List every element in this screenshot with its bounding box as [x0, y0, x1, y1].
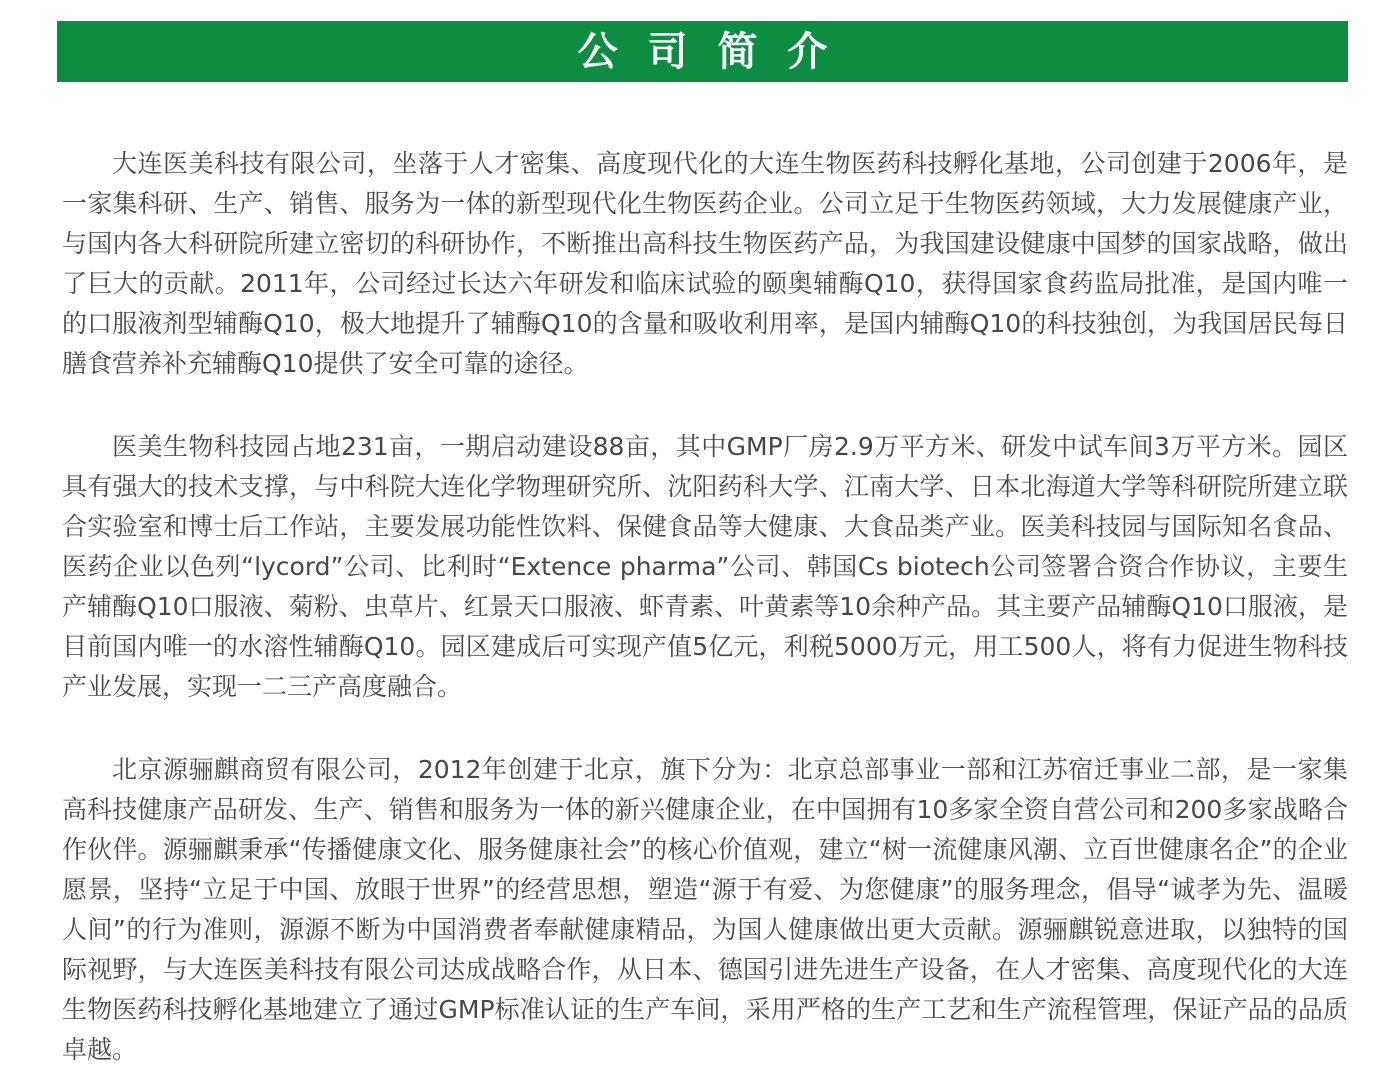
- page-title: 公 司 简 介: [577, 28, 836, 75]
- section-banner: [57, 21, 1348, 82]
- intro-content: [0, 82, 1400, 1070]
- paragraph-dalian-yimei: 大连医美科技有限公司，坐落于人才密集、高度现代化的大连生物医药科技孵化基地，公司创建于2006年，是一家集科研、生产、销售、服务为一体的新型现代化生物医药企业。公司立足于生物医药领域，大力发展健康产业，与国内各大科研院所建立密切的科研协作，不断推出高科技生物医药产品，为我国建设健康中国梦的国家战略，做出了巨大的贡献。2011年，公司经过长达六年研发和临床试验的颐奥辅酶Q10，获得国家食药监局批准，是国内唯一的口服液剂型辅酶Q10，极大地提升了辅酶Q10的含量和吸收利用率，是国内辅酶Q10的科技独创，为我国居民每日膳食营养补充辅酶Q10提供了安全可靠的途径。: [62, 149, 1348, 378]
- paragraph-beijing-yuanliqi: 北京源骊麒商贸有限公司，2012年创建于北京，旗下分为：北京总部事业一部和江苏宿迁事业二部，是一家集高科技健康产品研发、生产、销售和服务为一体的新兴健康企业，在中国拥有10多家全资自营公司和200多家战略合作伙伴。源骊麒秉承“传播健康文化、服务健康社会”的核心价值观，建立“树一流健康风潮、立百世健康名企”的企业愿景，坚持“立足于中国、放眼于世界”的经营思想，塑造“源于有爱、为您健康”的服务理念，倡导“诚孝为先、温暖人间”的行为准则，源源不断为中国消费者奉献健康精品，为国人健康做出更大贡献。源骊麒锐意进取，以独特的国际视野，与大连医美科技有限公司达成战略合作，从日本、德国引进先进生产设备，在人才密集、高度现代化的大连生物医药科技孵化基地建立了通过GMP标准认证的生产车间，采用严格的生产工艺和生产流程管理，保证产品的品质卓越。: [62, 755, 1348, 1064]
- paragraph-biotech-park: 医美生物科技园占地231亩，一期启动建设88亩，其中GMP厂房2.9万平方米、研发中试车间3万平方米。园区具有强大的技术支撑，与中科院大连化学物理研究所、沈阳药科大学、江南大学、日本北海道大学等科研院所建立联合实验室和博士后工作站，主要发展功能性饮料、保健食品等大健康、大食品类产业。医美科技园与国际知名食品、医药企业以色列“lycord”公司、比利时“Extence pharma”公司、韩国Cs biotech公司签署合资合作协议，主要生产辅酶Q10口服液、菊粉、虫草片、红景天口服液、虾青素、叶黄素等10余种产品。其主要产品辅酶Q10口服液，是目前国内唯一的水溶性辅酶Q10。园区建成后可实现产值5亿元，利税5000万元，用工500人，将有力促进生物科技产业发展，实现一二三产高度融合。: [62, 432, 1348, 701]
- company-intro-page: [0, 21, 1400, 1064]
